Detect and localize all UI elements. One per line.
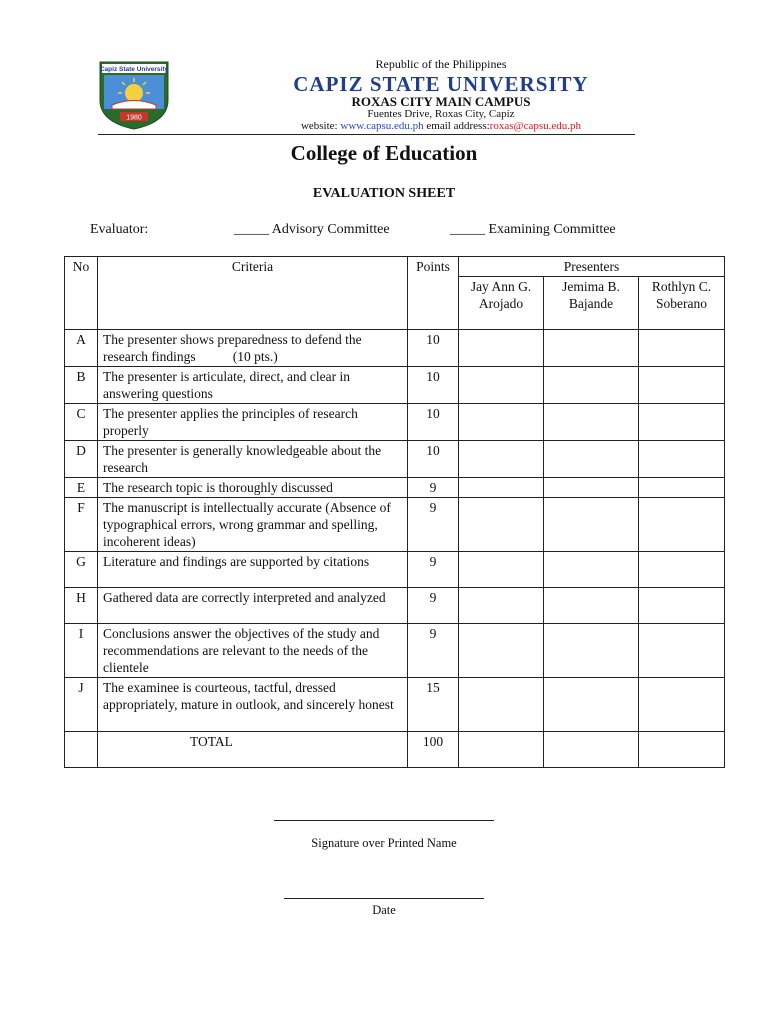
score-cell[interactable] xyxy=(544,478,639,498)
row-criteria: The research topic is thoroughly discussed xyxy=(98,478,408,498)
score-cell[interactable] xyxy=(639,588,725,624)
advisory-committee-option[interactable]: _____ Advisory Committee xyxy=(234,222,390,237)
criteria-row xyxy=(65,498,725,552)
score-cell[interactable] xyxy=(459,367,544,404)
row-points: 9 xyxy=(408,588,459,624)
row-criteria: The examinee is courteous, tactful, dressed appropriately, mature in outlook, and sincerely honest xyxy=(98,678,408,732)
score-cell[interactable] xyxy=(459,478,544,498)
score-cell[interactable] xyxy=(459,404,544,441)
total-row xyxy=(65,732,725,768)
total-score-cell[interactable] xyxy=(459,732,544,768)
header-no: No xyxy=(65,257,98,330)
score-cell[interactable] xyxy=(544,678,639,732)
email-link[interactable]: roxas@capsu.edu.ph xyxy=(489,120,582,132)
evaluator-label: Evaluator: xyxy=(90,222,149,237)
score-cell[interactable] xyxy=(639,478,725,498)
svg-text:1980: 1980 xyxy=(126,114,142,122)
score-cell[interactable] xyxy=(544,498,639,552)
presenter-1-name: Jay Ann G. Arojado xyxy=(459,277,544,330)
row-points: 9 xyxy=(408,478,459,498)
total-score-cell[interactable] xyxy=(639,732,725,768)
row-letter: I xyxy=(65,624,98,678)
score-cell[interactable] xyxy=(639,404,725,441)
total-score-cell[interactable] xyxy=(544,732,639,768)
college-title: College of Education xyxy=(290,141,478,165)
date-line[interactable] xyxy=(284,898,484,899)
website-link[interactable]: www.capsu.edu.ph xyxy=(340,120,424,132)
score-cell[interactable] xyxy=(459,624,544,678)
row-letter: B xyxy=(65,367,98,404)
row-points: 10 xyxy=(408,330,459,367)
score-cell[interactable] xyxy=(639,441,725,478)
criteria-row xyxy=(65,330,725,367)
table-header-row xyxy=(65,257,725,277)
row-criteria: The presenter shows preparedness to defend the research findings (10 pts.) xyxy=(98,330,408,367)
score-cell[interactable] xyxy=(544,552,639,588)
sheet-title: EVALUATION SHEET xyxy=(312,186,456,201)
email-label: email address: xyxy=(426,120,490,132)
criteria-row xyxy=(65,588,725,624)
row-points: 9 xyxy=(408,498,459,552)
row-criteria: Literature and findings are supported by citations xyxy=(98,552,408,588)
score-cell[interactable] xyxy=(459,498,544,552)
examining-committee-option[interactable]: _____ Examining Committee xyxy=(450,222,616,237)
signature-label: Signature over Printed Name xyxy=(311,836,457,850)
score-cell[interactable] xyxy=(544,367,639,404)
row-points: 9 xyxy=(408,624,459,678)
criteria-row xyxy=(65,478,725,498)
svg-text:Capiz State University: Capiz State University xyxy=(99,66,169,73)
university-seal-logo xyxy=(98,60,170,130)
header-points: Points xyxy=(408,257,459,330)
header-divider xyxy=(98,134,635,135)
row-points: 10 xyxy=(408,367,459,404)
total-points: 100 xyxy=(408,732,459,768)
row-letter: F xyxy=(65,498,98,552)
row-letter: J xyxy=(65,678,98,732)
score-cell[interactable] xyxy=(459,552,544,588)
row-criteria: The presenter is articulate, direct, and clear in answering questions xyxy=(98,367,408,404)
header-presenters: Presenters xyxy=(459,257,725,277)
row-points: 15 xyxy=(408,678,459,732)
row-letter: A xyxy=(65,330,98,367)
row-criteria: The manuscript is intellectually accurate (Absence of typographical errors, wrong grammar and spelling, incoherent ideas) xyxy=(98,498,408,552)
score-cell[interactable] xyxy=(639,330,725,367)
campus-name: ROXAS CITY MAIN CAMPUS xyxy=(351,94,531,109)
row-points: 10 xyxy=(408,404,459,441)
row-letter: G xyxy=(65,552,98,588)
score-cell[interactable] xyxy=(639,552,725,588)
row-criteria: The presenter applies the principles of research properly xyxy=(98,404,408,441)
presenter-3-name: Rothlyn C. Soberano xyxy=(639,277,725,330)
presenter-2-name: Jemima B. Bajande xyxy=(544,277,639,330)
row-letter: E xyxy=(65,478,98,498)
score-cell[interactable] xyxy=(639,624,725,678)
row-criteria: Gathered data are correctly interpreted and analyzed xyxy=(98,588,408,624)
row-letter: H xyxy=(65,588,98,624)
university-name: CAPIZ STATE UNIVERSITY xyxy=(293,72,589,96)
score-cell[interactable] xyxy=(639,367,725,404)
score-cell[interactable] xyxy=(544,330,639,367)
score-cell[interactable] xyxy=(459,441,544,478)
criteria-row xyxy=(65,367,725,404)
evaluation-table xyxy=(64,256,725,768)
total-label: TOTAL xyxy=(98,732,408,768)
score-cell[interactable] xyxy=(544,441,639,478)
contact-line xyxy=(250,120,632,132)
criteria-row xyxy=(65,552,725,588)
score-cell[interactable] xyxy=(459,330,544,367)
criteria-row xyxy=(65,404,725,441)
total-no-cell xyxy=(65,732,98,768)
row-letter: C xyxy=(65,404,98,441)
score-cell[interactable] xyxy=(544,404,639,441)
criteria-row xyxy=(65,678,725,732)
republic-text: Republic of the Philippines xyxy=(375,57,507,71)
campus-address: Fuentes Drive, Roxas City, Capiz xyxy=(367,108,515,120)
score-cell[interactable] xyxy=(459,588,544,624)
row-points: 10 xyxy=(408,441,459,478)
score-cell[interactable] xyxy=(544,624,639,678)
criteria-row xyxy=(65,441,725,478)
score-cell[interactable] xyxy=(544,588,639,624)
score-cell[interactable] xyxy=(639,678,725,732)
row-criteria: The presenter is generally knowledgeable about the research xyxy=(98,441,408,478)
header-criteria: Criteria xyxy=(98,257,408,330)
row-letter: D xyxy=(65,441,98,478)
row-criteria: Conclusions answer the objectives of the study and recommendations are relevant to the needs of the clientele xyxy=(98,624,408,678)
row-points: 9 xyxy=(408,552,459,588)
signature-line[interactable] xyxy=(274,820,494,821)
score-cell[interactable] xyxy=(459,678,544,732)
website-label: website: xyxy=(300,120,338,132)
criteria-row xyxy=(65,624,725,678)
date-label: Date xyxy=(372,903,396,917)
score-cell[interactable] xyxy=(639,498,725,552)
